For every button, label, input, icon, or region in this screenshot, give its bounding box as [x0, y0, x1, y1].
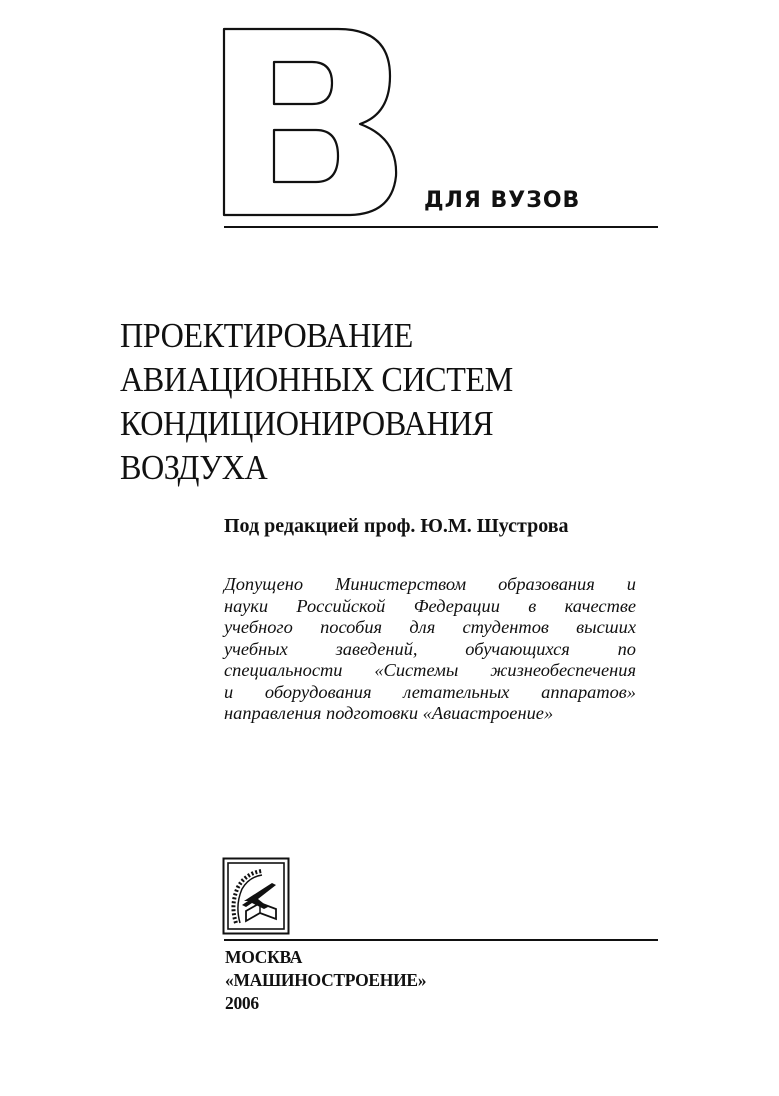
publication-year: 2006 — [225, 993, 259, 1013]
letter-b-series-logo-icon — [220, 26, 400, 220]
title-line: ПРОЕКТИРОВАНИЕ — [120, 316, 413, 355]
editor-credit: Под редакцией проф. Ю.М. Шустрова — [224, 515, 569, 537]
title-line: АВИАЦИОННЫХ СИСТЕМ — [120, 360, 513, 399]
publisher-emblem-icon — [222, 857, 290, 935]
approval-line: и оборудования летательных аппаратов» — [224, 681, 636, 702]
title-line: КОНДИЦИОНИРОВАНИЯ — [120, 404, 494, 443]
bottom-divider — [224, 939, 658, 941]
series-label: ДЛЯ ВУЗОВ — [424, 188, 581, 213]
approval-line: Допущено Министерством образования и — [224, 574, 636, 594]
publisher-imprint — [225, 946, 426, 1015]
title-line: ВОЗДУХА — [120, 448, 268, 487]
book-title — [120, 314, 680, 490]
top-divider — [224, 226, 658, 228]
publisher-city: МОСКВА — [225, 947, 303, 967]
approval-line: науки Российской Федерации в качестве — [224, 595, 636, 616]
approval-line: специальности «Системы жизнеобеспечения — [224, 660, 636, 680]
approval-line: учебного пособия для студентов высших — [224, 617, 636, 637]
approval-line: учебных заведений, обучающихся по — [224, 638, 636, 659]
publisher-name: «МАШИНОСТРОЕНИЕ» — [225, 970, 427, 990]
approval-statement — [224, 574, 636, 725]
approval-line: направления подготовки «Авиастроение» — [224, 703, 554, 723]
